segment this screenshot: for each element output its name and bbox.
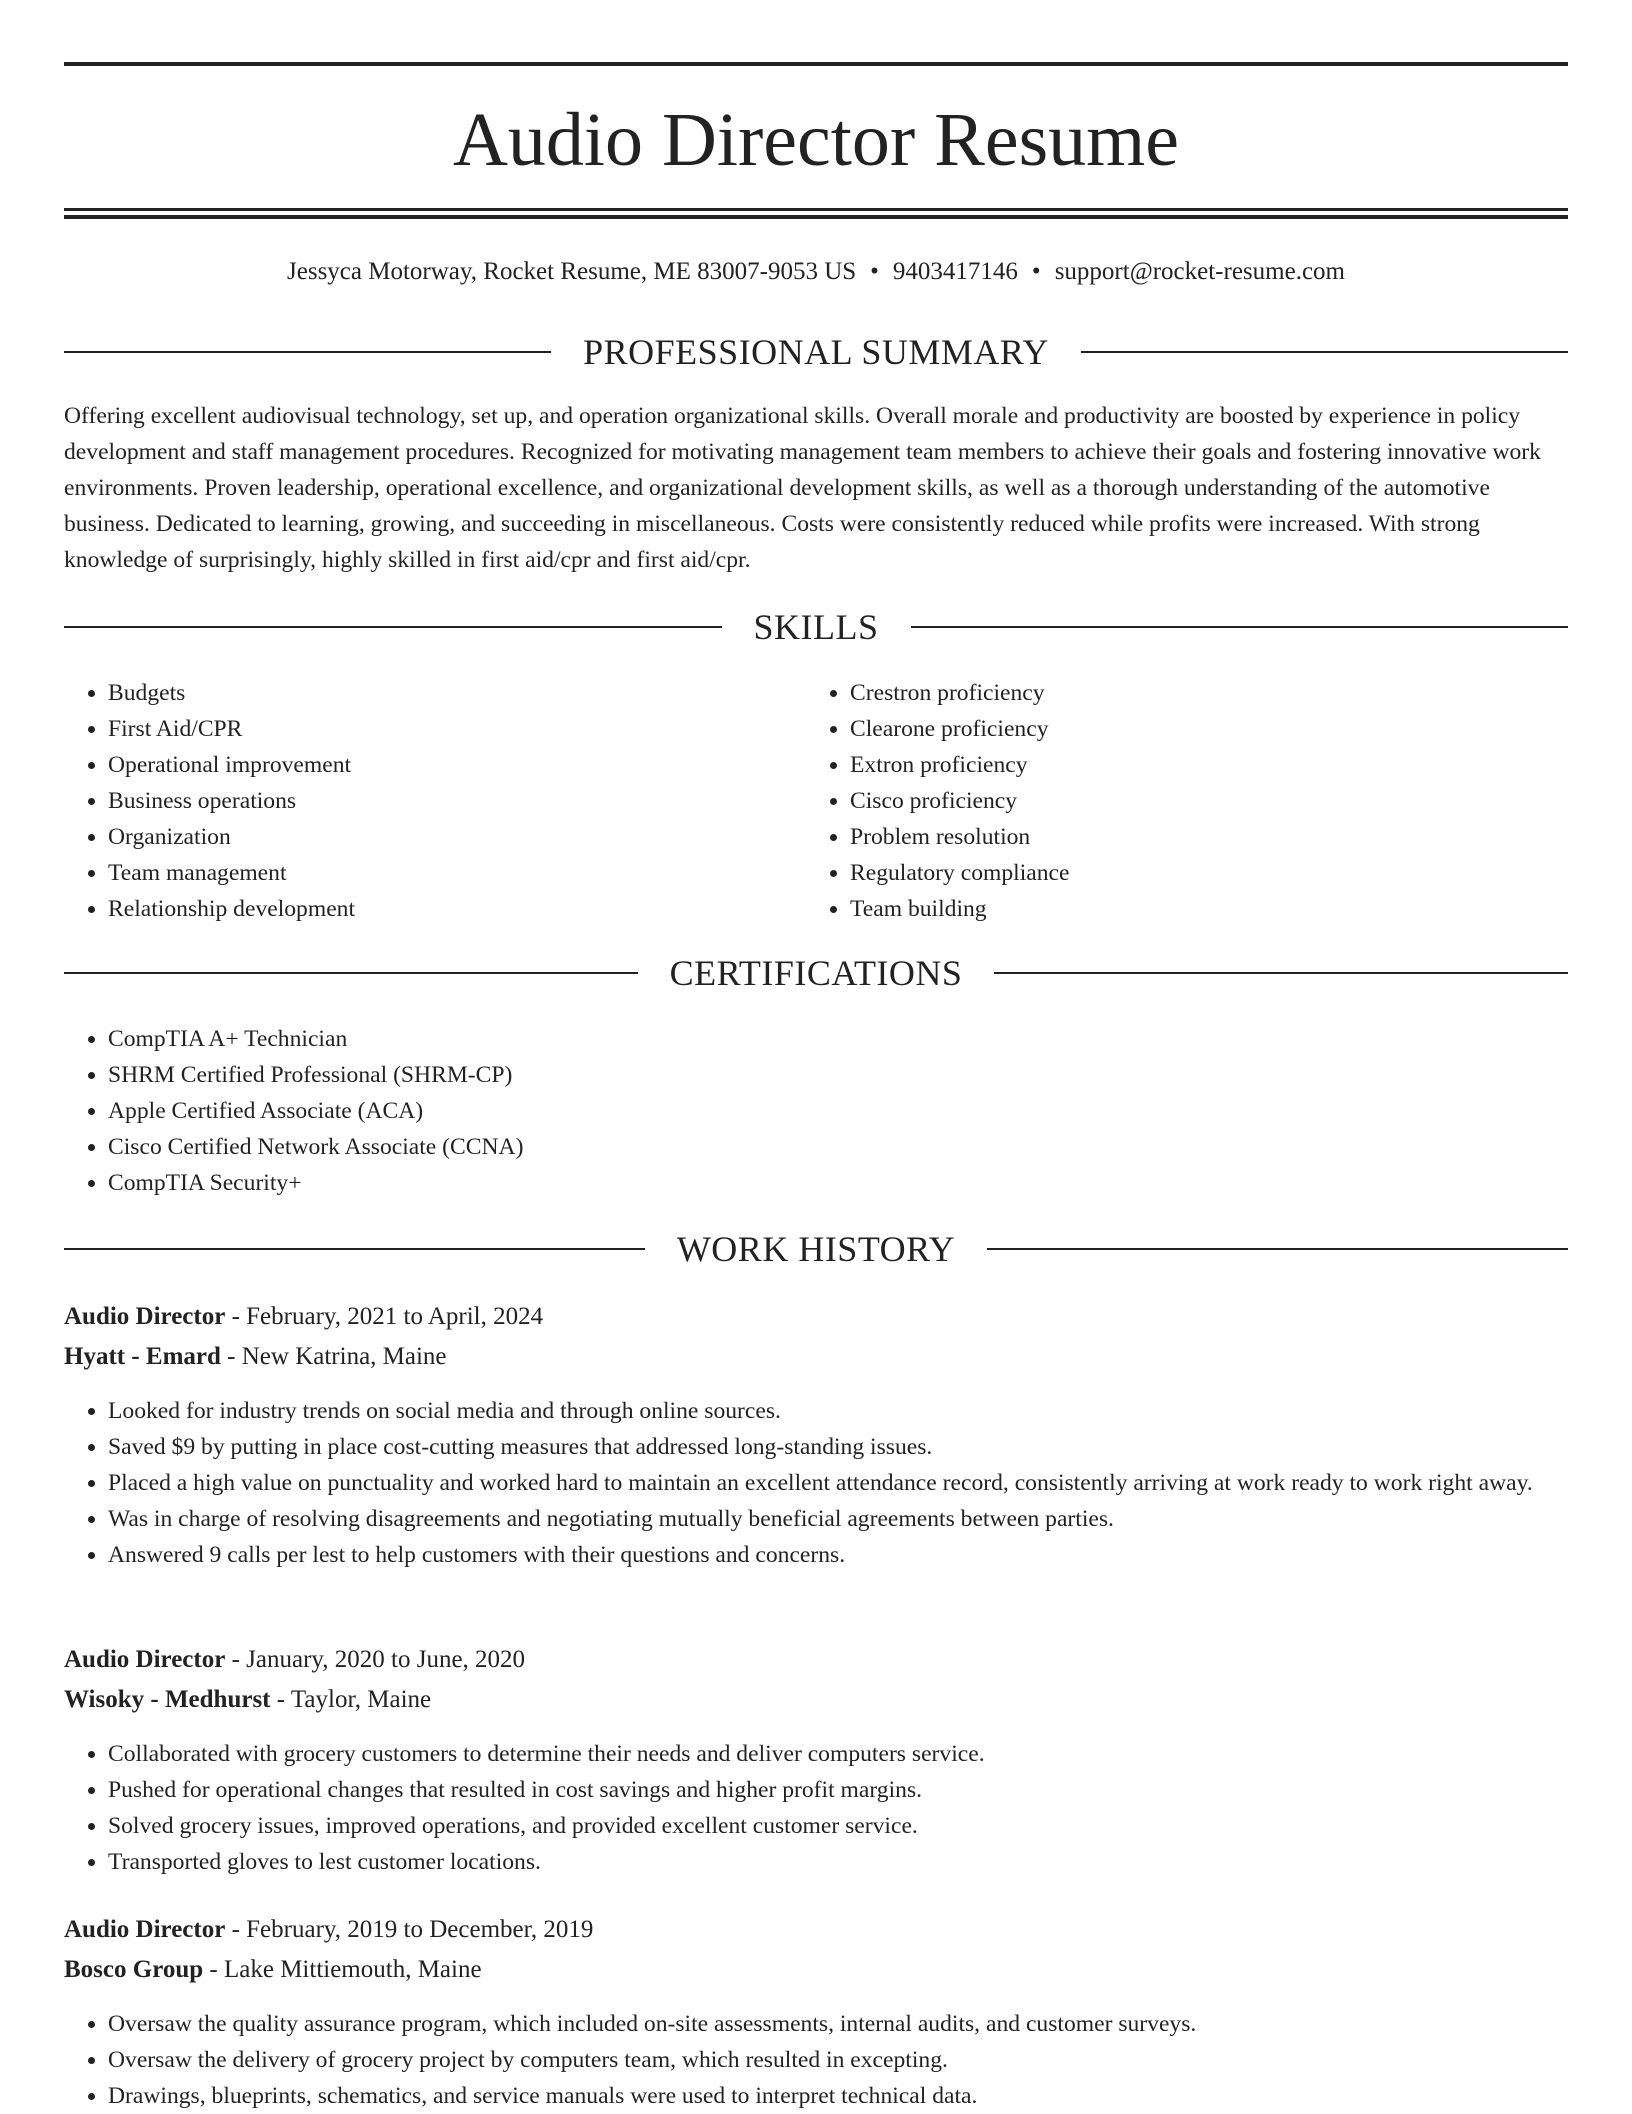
skill-item: • Organization (108, 819, 764, 855)
skill-item: • Team building (850, 891, 1506, 927)
job-role-line (64, 1299, 1568, 1339)
section-heading-certifications (64, 951, 1568, 995)
skill-item: • Team management (108, 855, 764, 891)
certifications-list (64, 1021, 1568, 1201)
skill-item: • Problem resolution (850, 819, 1506, 855)
skills-list-left (64, 675, 764, 927)
certification-item: • CompTIA Security+ (108, 1165, 1568, 1201)
heading-rule (64, 351, 551, 353)
skill-item: • Crestron proficiency (850, 675, 1506, 711)
skill-item: • Relationship development (108, 891, 764, 927)
job-duties (64, 2006, 1568, 2114)
job-duty: • Placed a high value on punctuality and worked hard to maintain an excellent attendance record, consistently arriving at work ready to work right away. (108, 1465, 1568, 1501)
top-rule (64, 62, 1568, 66)
page-title: Audio Director Resume (452, 98, 1180, 182)
job-dates: - February, 2021 to April, 2024 (225, 1303, 544, 1330)
summary-text: Offering excellent audiovisual technology, set up, and operation organizational skills. Overall morale and productivity are boosted by experience in policy development and staff management procedures. Recognized for motivating management team members to achieve their goals and fostering innovative work environments. Proven leadership, operational excellence, and organizational development skills, as well as a thorough understanding of the automotive business. Dedicated to learning, growing, and succeeding in miscellaneous. Costs were consistently reduced while profits were increased. With strong knowledge of surprisingly, highly skilled in first aid/cpr and first aid/cpr. (64, 403, 1541, 573)
skills-column-left (64, 675, 764, 927)
certification-item: • Apple Certified Associate (ACA) (108, 1093, 1568, 1129)
skill-item: • Clearone proficiency (850, 711, 1506, 747)
contact-line (64, 255, 1568, 289)
skills-list-right (806, 675, 1506, 927)
job-location: - New Katrina, Maine (220, 1343, 447, 1370)
skill-item: • Operational improvement (108, 747, 764, 783)
section-title: CERTIFICATIONS (669, 953, 963, 993)
job-duties (64, 1736, 1568, 1880)
skill-item: • Business operations (108, 783, 764, 819)
heading-rule (64, 972, 638, 974)
job-company: Wisoky - Medhurst (64, 1686, 271, 1713)
heading-rule (994, 972, 1568, 974)
skill-item: • First Aid/CPR (108, 711, 764, 747)
job-duty: • Drawings, blueprints, schematics, and service manuals were used to interpret technical data. (108, 2078, 1568, 2114)
job-duties (64, 1393, 1568, 1573)
job-company: Bosco Group (64, 1956, 204, 1983)
contact-separator: • (870, 258, 879, 285)
job-company-line (64, 1682, 1568, 1722)
title-rule-lower (64, 215, 1568, 219)
job-role-line (64, 1912, 1568, 1952)
job-dates: - February, 2019 to December, 2019 (225, 1916, 594, 1943)
job-duty: • Was in charge of resolving disagreements and negotiating mutually beneficial agreements between parties. (108, 1501, 1568, 1537)
heading-rule (911, 626, 1569, 628)
job-company: Hyatt - Emard (64, 1343, 221, 1370)
heading-rule (64, 626, 722, 628)
job-location: - Taylor, Maine (270, 1686, 432, 1713)
skill-item: • Extron proficiency (850, 747, 1506, 783)
job-duty: • Saved $9 by putting in place cost-cutting measures that addressed long-standing issues. (108, 1429, 1568, 1465)
job-duty: • Oversaw the delivery of grocery project by computers team, which resulted in excepting. (108, 2042, 1568, 2078)
section-title: PROFESSIONAL SUMMARY (583, 332, 1049, 372)
job-duty: • Solved grocery issues, improved operations, and provided excellent customer service. (108, 1808, 1568, 1844)
certification-item: • Cisco Certified Network Associate (CCNA) (108, 1129, 1568, 1165)
section-title: WORK HISTORY (676, 1229, 956, 1269)
section-heading-skills (64, 605, 1568, 649)
contact-email: support@rocket-resume.com (1054, 258, 1345, 285)
contact-phone: 9403417146 (892, 258, 1018, 285)
job-location: - Lake Mittiemouth, Maine (203, 1956, 482, 1983)
section-heading-work-history (64, 1227, 1568, 1271)
job-entry (64, 1642, 1568, 1880)
job-duty: • Pushed for operational changes that resulted in cost savings and higher profit margins. (108, 1772, 1568, 1808)
heading-rule (64, 1248, 645, 1250)
job-entry (64, 1299, 1568, 1573)
job-duty: • Transported gloves to lest customer locations. (108, 1844, 1568, 1880)
job-duty: • Answered 9 calls per lest to help customers with their questions and concerns. (108, 1537, 1568, 1573)
job-duty: • Oversaw the quality assurance program, which included on-site assessments, internal audits, and customer surveys. (108, 2006, 1568, 2042)
job-entry (64, 1912, 1568, 2114)
skill-item: • Regulatory compliance (850, 855, 1506, 891)
job-duty: • Collaborated with grocery customers to determine their needs and deliver computers service. (108, 1736, 1568, 1772)
job-dates: - January, 2020 to June, 2020 (225, 1646, 526, 1673)
skills-column-right (806, 675, 1506, 927)
heading-rule (987, 1248, 1568, 1250)
job-title: Audio Director (64, 1303, 226, 1330)
certifications-block (64, 1021, 1568, 1201)
contact-separator: • (1031, 258, 1041, 285)
job-role-line (64, 1642, 1568, 1682)
job-title: Audio Director (64, 1646, 226, 1673)
skill-item: • Budgets (108, 675, 764, 711)
job-company-line (64, 1952, 1568, 1992)
job-company-line (64, 1339, 1568, 1379)
contact-address: Jessyca Motorway, Rocket Resume, ME 83007-9053 US (287, 258, 857, 285)
job-title: Audio Director (64, 1916, 226, 1943)
section-heading-summary (64, 330, 1568, 374)
section-title: SKILLS (753, 607, 879, 647)
job-duty: • Looked for industry trends on social media and through online sources. (108, 1393, 1568, 1429)
heading-rule (1081, 351, 1568, 353)
certification-item: • CompTIA A+ Technician (108, 1021, 1568, 1057)
certification-item: • SHRM Certified Professional (SHRM-CP) (108, 1057, 1568, 1093)
title-rule-upper (64, 208, 1568, 211)
skill-item: • Cisco proficiency (850, 783, 1506, 819)
